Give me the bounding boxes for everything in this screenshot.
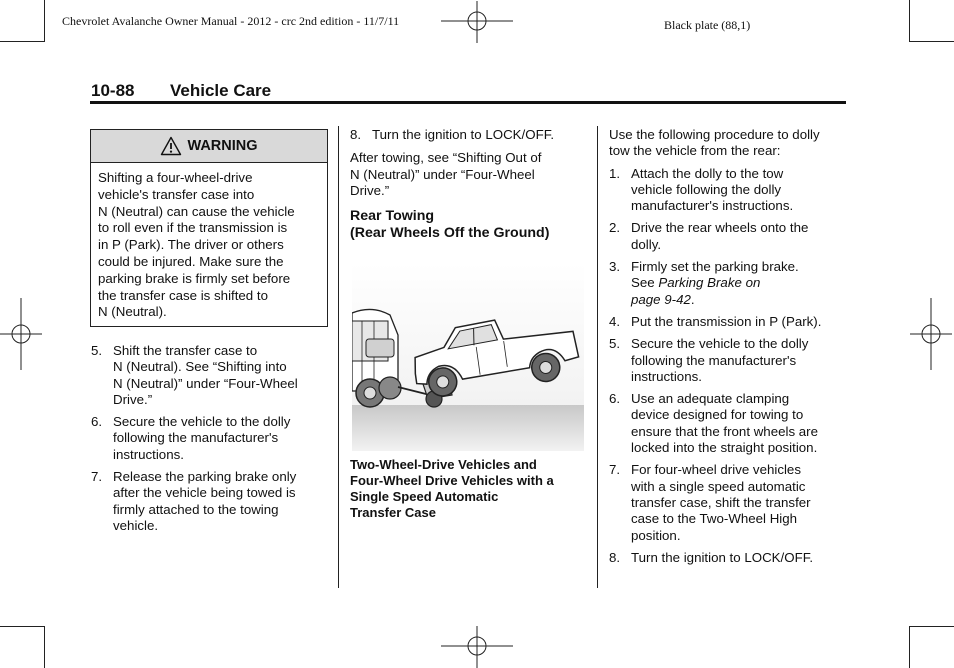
- step-line: Release the parking brake only: [113, 469, 297, 485]
- list-item: [91, 343, 331, 408]
- step-line: [631, 275, 849, 291]
- intro-text: [609, 127, 849, 160]
- warning-header: [91, 130, 327, 163]
- subheading: [350, 208, 590, 242]
- step-line: Secure the vehicle to the dolly: [113, 414, 291, 430]
- step-line: vehicle following the dolly: [631, 181, 782, 197]
- see-suffix: .: [690, 291, 695, 307]
- step-line: [631, 292, 849, 308]
- list-item: [91, 469, 331, 534]
- step-line: Turn the ignition to LOCK/OFF.: [372, 127, 555, 142]
- warning-line: in P (Park). The driver or others: [98, 237, 284, 253]
- step-line: Put the transmission in P (Park).: [631, 313, 822, 329]
- see-prefix: See: [631, 275, 659, 291]
- warning-label: WARNING: [187, 138, 258, 154]
- list-item: [609, 336, 849, 385]
- column-3: [609, 127, 849, 572]
- note-line: Drive.”: [350, 182, 390, 198]
- step-number: 7.: [609, 462, 621, 478]
- list-item: [350, 127, 590, 143]
- step-line: Use an adequate clamping: [631, 391, 790, 407]
- crop-mark: [909, 626, 910, 668]
- step-line: For four-wheel drive vehicles: [631, 462, 801, 478]
- step-list: [91, 343, 331, 534]
- caption-line: Transfer Case: [350, 505, 436, 520]
- step-line: firmly attached to the towing: [113, 501, 279, 517]
- subheading-line: (Rear Wheels Off the Ground): [350, 225, 550, 242]
- subheading-line: Rear Towing: [350, 208, 435, 225]
- intro-line: tow the vehicle from the rear:: [609, 143, 781, 159]
- step-line: Shift the transfer case to: [113, 343, 258, 358]
- warning-line: N (Neutral) can cause the vehicle: [98, 203, 295, 219]
- crop-mark: [44, 626, 45, 668]
- warning-line: the transfer case is shifted to: [98, 287, 268, 303]
- step-line: N (Neutral)” under “Four-Wheel: [113, 375, 298, 391]
- list-item: [91, 414, 331, 463]
- list-item: [609, 314, 849, 330]
- intro-line: Use the following procedure to dolly: [609, 127, 820, 142]
- step-number: 3.: [609, 259, 621, 275]
- step-line: following the manufacturer's: [631, 352, 797, 368]
- step-line: Attach the dolly to the tow: [631, 165, 784, 181]
- step-line: dolly.: [631, 236, 662, 252]
- note-line: After towing, see “Shifting Out of: [350, 150, 542, 166]
- figure-caption: [350, 457, 590, 521]
- step-line: position.: [631, 527, 681, 543]
- crop-mark: [910, 626, 954, 627]
- step-line: Firmly set the parking brake.: [631, 259, 799, 275]
- step-line: instructions.: [113, 446, 184, 462]
- step-line: transfer case, shift the transfer: [631, 494, 811, 510]
- step-line: after the vehicle being towed is: [113, 485, 296, 501]
- step-line: vehicle.: [113, 517, 159, 533]
- step-number: 4.: [609, 313, 621, 329]
- warning-line: Shifting a four-wheel-drive: [98, 170, 253, 185]
- step-number: 2.: [609, 220, 621, 236]
- warning-line: N (Neutral).: [98, 304, 167, 320]
- registration-mark-icon: [0, 298, 42, 370]
- step-line: locked into the straight position.: [631, 440, 818, 456]
- step-line: N (Neutral). See “Shifting into: [113, 359, 287, 375]
- step-number: 6.: [609, 391, 621, 407]
- note-line: N (Neutral)” under “Four-Wheel: [350, 166, 535, 182]
- step-number: 5.: [609, 336, 621, 352]
- column-divider: [338, 126, 339, 588]
- manual-title: Chevrolet Avalanche Owner Manual - 2012 - crc 2nd edition - 11/7/11: [62, 14, 400, 28]
- crop-mark: [0, 626, 44, 627]
- section-rule: [90, 101, 846, 104]
- column-divider: [597, 126, 598, 588]
- step-line: instructions.: [631, 368, 702, 384]
- warning-line: vehicle's transfer case into: [98, 186, 255, 202]
- column-1-steps: [91, 343, 331, 540]
- cross-reference[interactable]: Parking Brake on: [658, 275, 761, 291]
- cross-reference-page[interactable]: page 9-42: [631, 291, 691, 307]
- registration-mark-icon: [441, 626, 513, 668]
- step-line: with a single speed automatic: [631, 478, 806, 494]
- step-line: manufacturer's instructions.: [631, 198, 794, 214]
- warning-line: to roll even if the transmission is: [98, 220, 288, 236]
- list-item: [609, 259, 849, 308]
- step-line: ensure that the front wheels are: [631, 423, 819, 439]
- step-line: Drive.”: [113, 391, 153, 407]
- list-item: [609, 391, 849, 456]
- crop-mark: [910, 41, 954, 42]
- section-title: Vehicle Care: [170, 81, 272, 100]
- list-item: [609, 550, 849, 566]
- warning-triangle-icon: [160, 136, 182, 156]
- warning-line: could be injured. Make sure the: [98, 253, 284, 269]
- warning-line: parking brake is firmly set before: [98, 270, 291, 286]
- after-towing-note: [350, 150, 590, 199]
- warning-text: [91, 163, 327, 328]
- crop-mark: [44, 0, 45, 42]
- list-item: [609, 220, 849, 253]
- crop-mark: [909, 0, 910, 42]
- registration-mark-icon: [910, 298, 952, 370]
- step-list: [609, 166, 849, 567]
- crop-mark: [0, 41, 44, 42]
- caption-line: Four-Wheel Drive Vehicles with a: [350, 473, 554, 488]
- step-line: device designed for towing to: [631, 407, 804, 423]
- page-number: 10-88: [91, 81, 135, 100]
- rear-towing-illustration: [352, 263, 584, 451]
- caption-line: Single Speed Automatic: [350, 489, 499, 504]
- column-2: [350, 127, 590, 242]
- list-item: [609, 166, 849, 215]
- step-number: 8.: [609, 549, 621, 565]
- step-line: Turn the ignition to LOCK/OFF.: [631, 549, 814, 565]
- caption-line: Two-Wheel-Drive Vehicles and: [350, 457, 537, 472]
- step-number: 5.: [91, 343, 103, 358]
- step-line: Secure the vehicle to the dolly: [631, 336, 809, 352]
- step-number: 7.: [91, 469, 103, 485]
- step-number: 1.: [609, 165, 621, 181]
- step-number: 8.: [350, 127, 362, 142]
- list-item: [609, 462, 849, 543]
- step-line: following the manufacturer's: [113, 430, 279, 446]
- step-number: 6.: [91, 414, 103, 430]
- warning-box: [90, 129, 328, 327]
- black-plate-label: Black plate (88,1): [664, 18, 751, 32]
- step-line: Drive the rear wheels onto the: [631, 220, 809, 236]
- step-line: case to the Two-Wheel High: [631, 511, 798, 527]
- registration-mark-icon: [441, 1, 513, 43]
